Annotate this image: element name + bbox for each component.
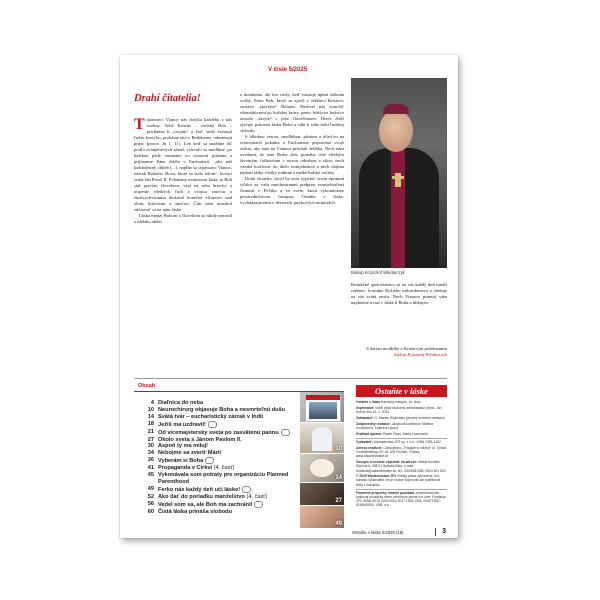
toc-item-title: Propaganda v Cirkvi (4. časť) [158,465,235,472]
toc-item-title: Aspoň ty ma miluj! [158,443,209,450]
toc-item-title: Ježiš ma uzdravil! [158,421,300,429]
thumbnail-page-number: 27 [335,498,342,504]
toc-page-number: 21 [147,428,154,435]
section-divider [134,378,447,379]
comic-bubble-icon [208,421,217,428]
toc-page-number: 52 [147,493,154,500]
masthead-sidebar [356,385,447,531]
toc-item[interactable] [140,421,300,429]
doctor-image [312,427,332,451]
toc-item-title: Nebojme sa zveriť Márii [158,450,221,457]
toc-header [134,381,344,392]
table-of-contents [140,400,300,515]
thumbnail-page-number: 14 [335,475,342,481]
toc-item-title: Vedel som sa, ale Boh ma zachránil [158,501,300,509]
toc-page-number: 49 [147,485,154,492]
toc-page-number: 34 [147,450,154,457]
editorial-column-1 [134,117,232,225]
toc-item[interactable] [140,509,300,516]
toc-item-title: Vykonávala som potraty pre organizáciu Planned Parenthood [158,472,289,485]
toc-item[interactable] [140,501,300,509]
paragraph: Láska medzi Bohom a človekom sa nikdy nezrodí z nátlaku alebo [134,213,232,224]
toc-page-number: 56 [147,500,154,507]
toc-item[interactable] [140,400,300,407]
toc-item[interactable] [140,472,300,486]
paragraph: ajomstvo Vianoc nás dotýka každého z nás osobne. Ježiš Kristus – vtelený Boh – prichádza k „svojim“ a žiaľ, stále existujú ľudia, ktorí ho, podobne ako v Betleheme, odmietajú prijať (porov. Jn 1, 11). Len keď sa snažíme žiť podľa evanjeliových zásad, vytrvalo sa modlíme, po každom páde vstaneme vo sviatosti pokánia a prijímame Pána Ježiša v Eucharistii, „ako náš každodenný chlieb [...], napĺňa sa tajomstvo Vianoc, zázrak Božieho Slova, ktoré sa stalo telom“, hovorí svätá Ján Pavol II. Pohánaný neúrnosou lásky sa Boh stal pravým človekom, vzal na seba hriechy a utrpenie všetkých ľudí a svojou smrťou a zmŕtvychvstaním dosiahol konečné víťazstvo nad zlom, hriechom a smrťou. Čím nám umožnil zúčastniť sa na nám láske. [134,117,232,212]
photo-caption: Biskup Krzysztof Włodarczyk [351,270,405,275]
cover-thumbnail[interactable] [300,392,344,422]
editorial-column-3: Redakčné spoločenstvo sa za vás každý deň modlí ruženec, korunku Božieho milosrdenstva a obetuje za vás svätú omšu. Nech Vianoce prinesú vám naplnenie a rast v láske k Bohu a blížnym. [351,282,447,305]
comic-bubble-icon [205,457,214,464]
toc-item[interactable] [140,450,300,457]
pectoral-cross-icon [395,173,401,187]
sash [391,150,405,268]
magazine-cover-image [305,394,341,422]
toc-item-title: Diaľnica do neba [158,400,204,406]
issue-label: V čísle 5/2025 [268,67,308,73]
face [379,110,413,152]
toc-item[interactable] [140,457,300,465]
article-thumbnail[interactable] [300,454,344,482]
signoff [351,346,447,358]
article-thumbnails [300,392,346,528]
editorial-column-2 [240,92,344,206]
toc-item[interactable] [140,429,300,437]
toc-item[interactable] [140,414,300,421]
toc-item[interactable] [140,494,300,501]
comic-bubble-icon [242,486,251,493]
imprint-details: Ostaňte v láske Katolícky časopis, 1x. číslo Imprimatur: udelil vyšší služobný administrátor Mons. Ján Kuboš dňa 15. 2. 2023 Zakladateľ: O. Marián Wojtowski (prvotný vedúcim redaktor) Zodpovedný redaktor: Jazyková korektúra: Martina Kováčiková, Katarína Lipová Grafická úprava: Paweł Fitzer, Marta Ľuscimska Vydavateľ: Wydawnictwo JP2 sp. z o.o., ISBN 2356-4182 Adresa redakcie: Czasopismo „Trwajcie w miłości“ ul. Tytusa Chałubińskiego 25, 61-105 Poznań, Polska, www.ostantevlaske.sk Časopis si môžete objednať na adrese: Matúš Kováčik, Strečná 6, 058 01 Spišská Belá, e-mail: redakcia@ostantevlaske.sk, tel.: 052/4581386, 0944 501 516 © 2025 Wydawnictwo JP2 Všetky práva vyhradené, bez súhlasu vydavateľa nie je možné kopírovať ani publikovať texty z časopisu. Finančné príspevky môžete poukázať prostredníctvom poštovej poukážky alebo prevodom peňazí na účet: Fundacja JP2, IBAN SK76 0200 0000 0047 1006 1056, SWIFT/BIC: SUBASKBX, VÚB, a.s. [356,400,447,508]
signoff-name: biskup Krzysztof Włodarczyk [394,352,447,357]
zucchetto [383,104,409,114]
toc-item-title: Vyberám si Boha [158,457,300,465]
drop-cap: T [134,116,145,133]
toc-page-number: 27 [147,436,154,443]
article-thumbnail[interactable] [300,423,344,453]
footer-divider [435,528,436,536]
thumbnail-page-number: 49 [335,521,342,527]
toc-page-number: 18 [147,420,154,427]
page-number: 3 [442,528,446,535]
host-image [310,459,334,477]
paragraph: Drahí čitatelia, chcel by som vyjadriť svoju úprimnú vďaku za vašu mnohostrannú podporu evanjelizačnej činnosti v Poľsku a vo svete, ktorú vykonávame prostredníctvom časopisu Ostaňte v láske, vychádzajúcemu v deviatich jazykových mutáciách. [240,176,344,205]
comic-bubble-icon [254,501,263,508]
toc-item-title: Ferko nás každý deň učí láske! [158,486,300,494]
toc-title: Obsah [138,383,156,389]
toc-item[interactable] [140,443,300,450]
article-thumbnail[interactable] [300,483,344,505]
toc-page-number: 4 [150,400,154,406]
bishop-portrait-photo [351,78,447,268]
signoff-line: S darom modlitby a Kristovým požehnaním [366,346,447,351]
toc-page-number: 41 [147,465,154,472]
masthead-logo: Ostaňte v láske [356,385,447,397]
toc-item-title: Okolo sveta s Jánom Pavlom II. [158,436,242,443]
toc-item[interactable] [140,486,300,494]
paragraph: z donútenia, ale len vtedy, keď existuje úplná sloboda voľby. Preto Boh, ktorý sa zjavil v Ježišovi Kristovi, zostáva „skrytým“ Bohom. Nechcel nás zotročiť všemohúcnosťou božskej krásy, preto Ježišovo božstvo zostalo „skryté“ v jeho človečenstve. Dieťa Ježiš zjavuje pokornú lásku Boha a vábi k sebe hold ľudskej slobody. [240,92,344,133]
footer-issue-label: Ostaňte v láske 5/2025 (16) [352,530,404,535]
toc-item[interactable] [140,465,300,472]
toc-page-number: 45 [147,472,154,479]
toc-item[interactable] [140,437,300,444]
toc-page-number: 10 [147,406,154,413]
comic-bubble-icon [281,429,290,436]
toc-item-title: Čistá láska prináša slobodu [158,508,232,515]
toc-page-number: 14 [147,413,154,420]
toc-page-number: 60 [147,508,154,515]
toc-item-title: Neurochirurg objavuje Boha a nesmrteľnú dušu [158,406,286,413]
toc-item-title: Svätá tvár – eucharistický zázrak v Indii [158,413,264,420]
thumbnail-page-number: 10 [335,446,342,452]
page-footer [352,529,446,537]
editorial-heading: Drahí čitatelia! [134,93,201,104]
article-thumbnail[interactable] [300,506,344,528]
toc-page-number: 36 [147,457,154,464]
toc-page-number: 30 [147,443,154,450]
toc-item[interactable] [140,407,300,414]
toc-item-title: Ako dať do poriadku manželstvo (4. časť) [158,493,268,500]
toc-item-title: Od vicemajstersky sveta po zasvätenú pannu [158,429,300,437]
magazine-page [120,55,458,538]
paragraph: S hlbokou vierou, modlitbou, pôstom a účasťou na sviatostiach pokánia a Eucharistie pripravme svoje srdcia, aby sme na Vianoce privítali Ježiška. Nech nám uvedomí, že sme Božie deti, pomáha celé všetkým životným ťažkostiam s novou odvahou a silou, nech vzniká horlivosť do dielo evanjelizácie a nech objíma teplom lásky všetky rodinné a medziľudské vzťahy. [240,134,344,175]
